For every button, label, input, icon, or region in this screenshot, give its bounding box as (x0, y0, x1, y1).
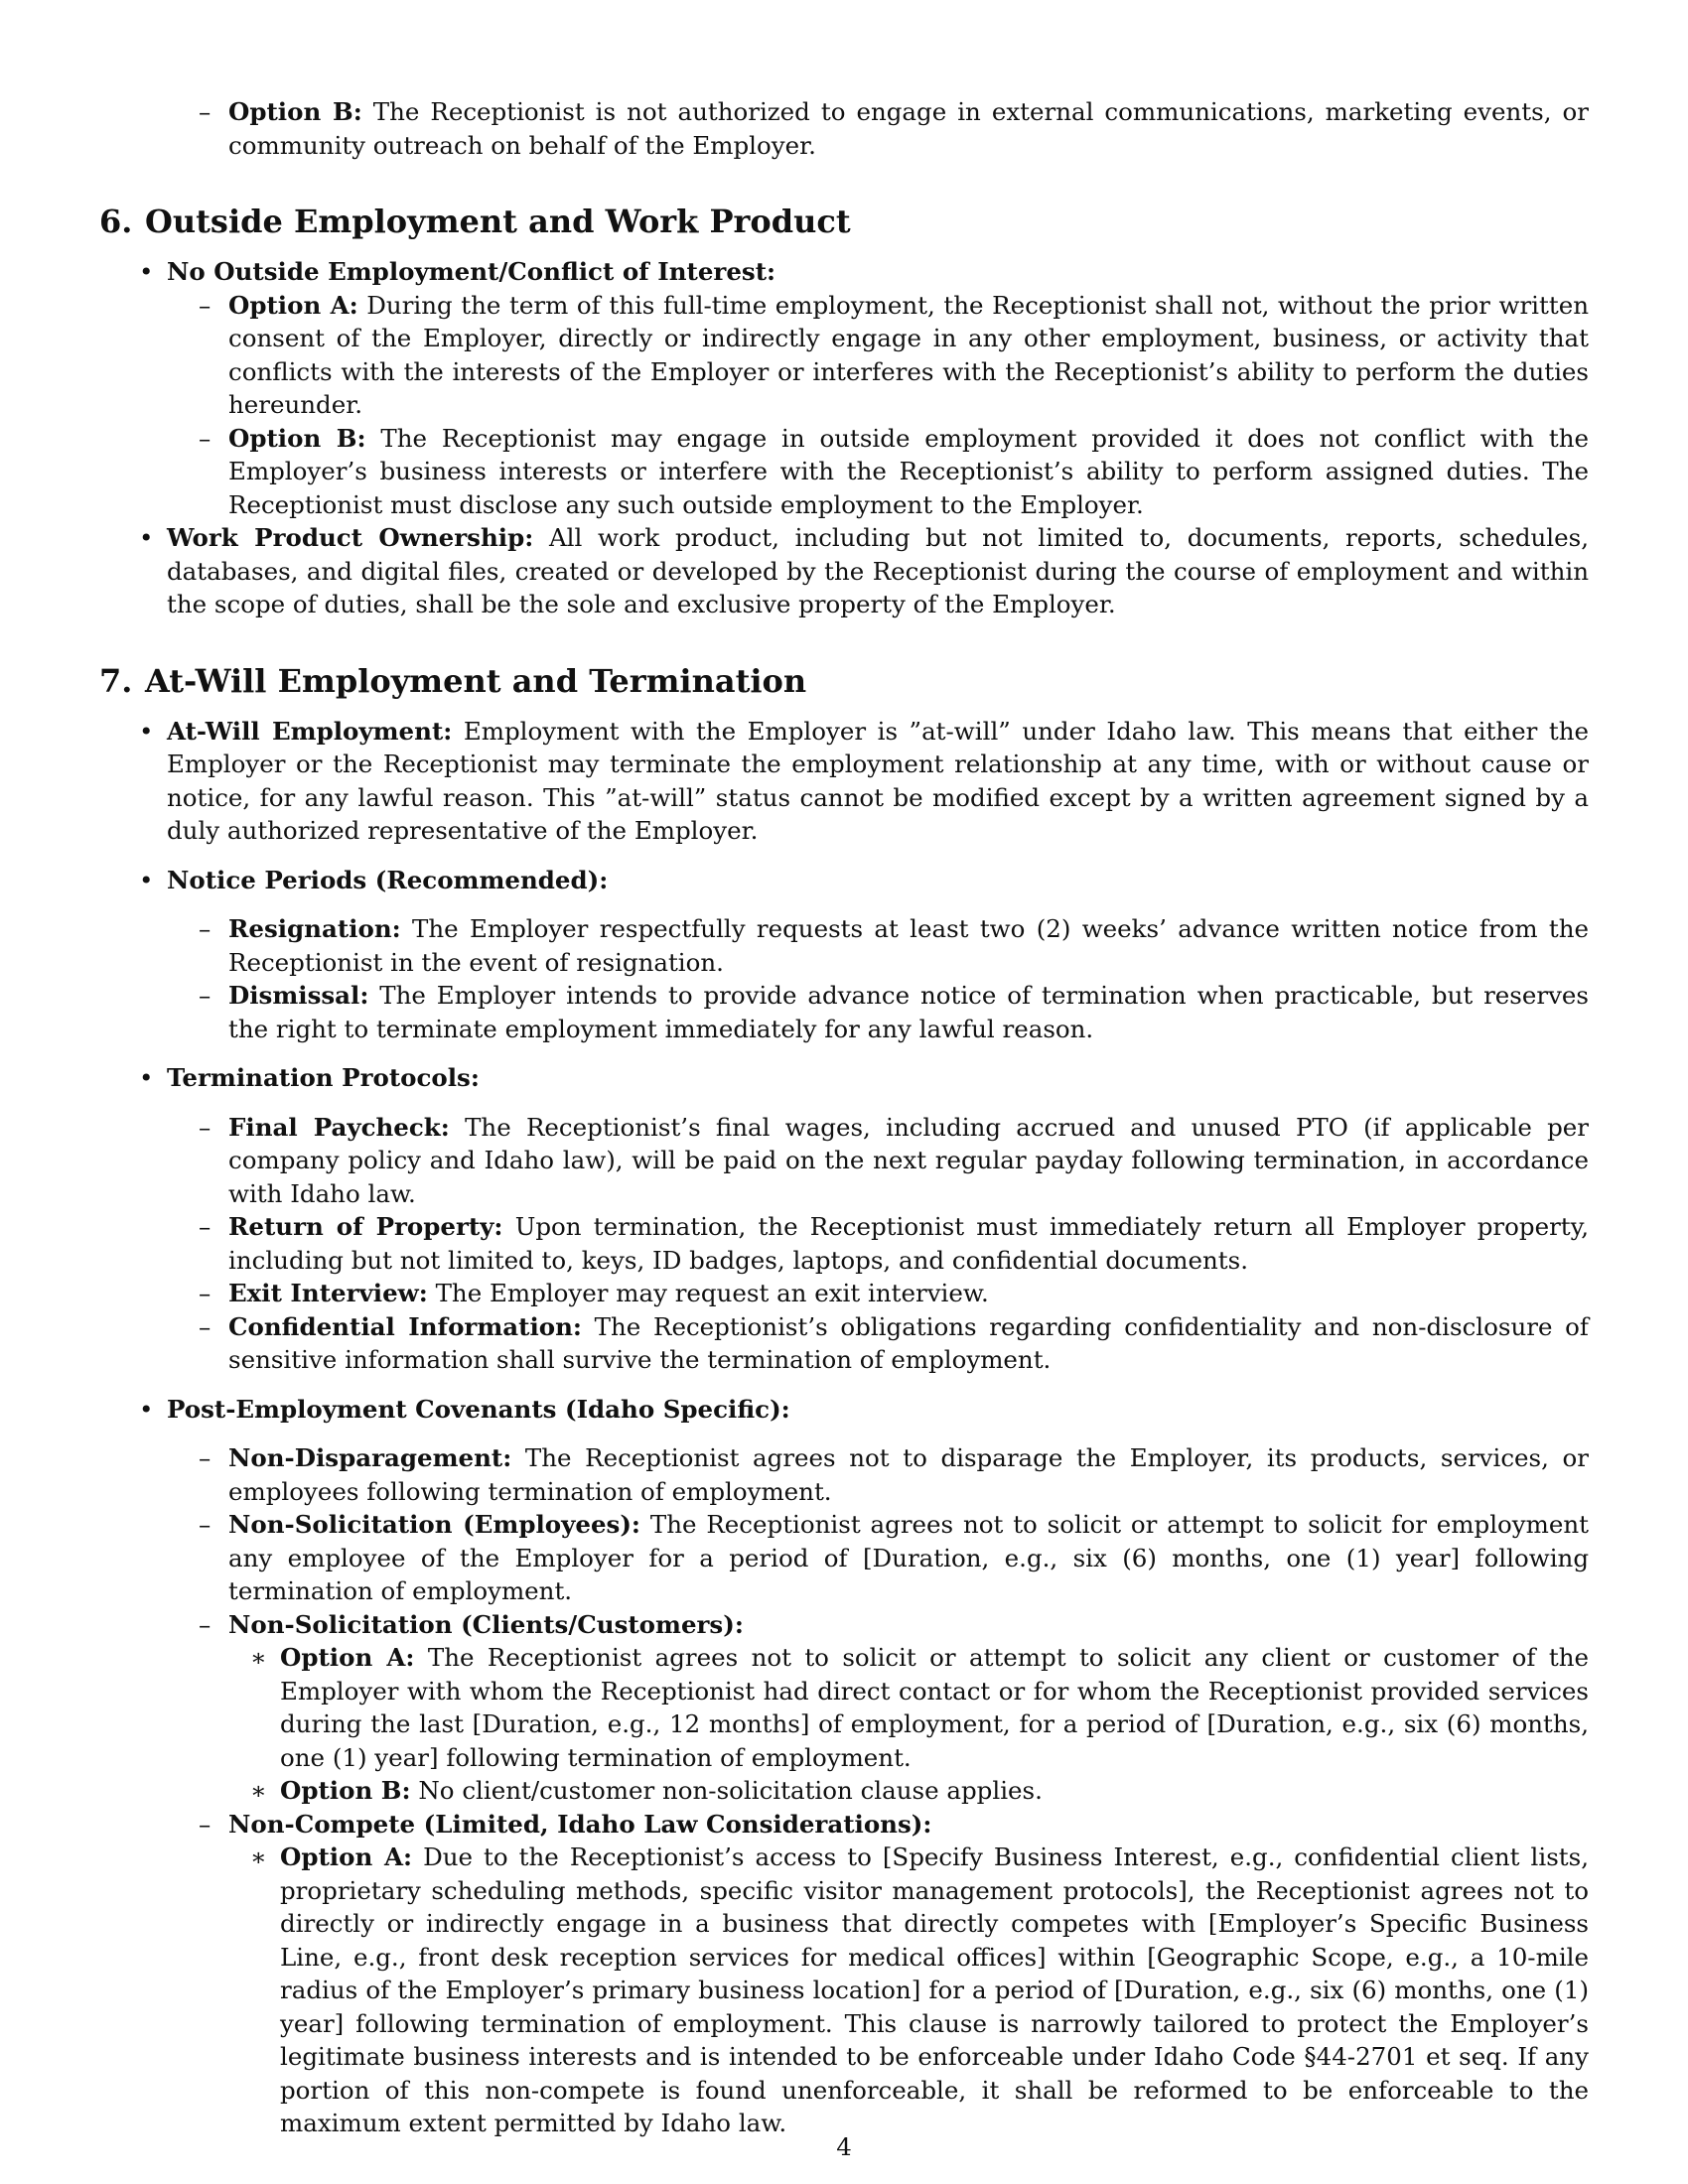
clients-option-a (250, 1641, 1589, 1774)
bullet-marker: • (139, 1394, 154, 1424)
option-text: No client/customer non-solicitation clause applies. (418, 1776, 1043, 1805)
option-label: Option B: (228, 423, 366, 453)
dash-marker: – (199, 1112, 211, 1142)
notice-resignation (199, 912, 1589, 979)
subitem-text: The Employer intends to provide advance notice of termination when practicable, but reserves the right to terminate employment immediately for any lawful reason. (228, 981, 1589, 1043)
subitem-label: Non-Solicitation (Clients/Customers): (228, 1609, 744, 1639)
subitem-label: Non-Compete (Limited, Idaho Law Considerations): (228, 1809, 932, 1839)
protocol-confidential-information (199, 1310, 1589, 1377)
dash-marker: – (199, 981, 211, 1010)
bullet-marker: • (139, 865, 154, 894)
option-label: Option A: (280, 1643, 415, 1672)
section-title: Outside Employment and Work Product (145, 203, 851, 240)
non-compete-option-a (250, 1841, 1589, 2140)
dash-marker: – (199, 423, 211, 453)
subitem-text: The Receptionist agrees not to disparage the Employer, its products, services, or employees following termination of employment. (228, 1443, 1589, 1506)
option-label: Option B: (228, 97, 362, 126)
subitem-label: Return of Property: (228, 1212, 503, 1241)
clients-option-b (250, 1774, 1589, 1808)
item-label: No Outside Employment/Conflict of Interest: (167, 257, 776, 286)
dash-marker: – (199, 1609, 211, 1639)
covenant-non-disparagement (199, 1441, 1589, 1508)
subitem-label: Dismissal: (228, 981, 369, 1010)
section-7-heading (99, 661, 1589, 701)
section-title: At-Will Employment and Termination (145, 661, 807, 700)
section-number: 7. (99, 661, 133, 700)
subitem-text: The Receptionist’s final wages, including accrued and unused PTO (if applicable per company policy and Idaho law), will be paid on the next regular payday following termination, in accordance with Idaho law. (228, 1112, 1589, 1208)
bullet-post-employment-covenants (139, 1393, 1589, 1427)
subitem-text: The Receptionist agrees not to solicit or attempt to solicit for employment any employee of the Employer for a period of [Duration, e.g., six (6) months, one (1) year] following termination of employment. (228, 1510, 1589, 1605)
bullet-outside-employment (139, 255, 1589, 289)
bullet-termination-protocols (139, 1061, 1589, 1095)
star-marker: ∗ (250, 1843, 267, 1871)
outside-employment-option-a (199, 289, 1589, 422)
outside-employment-option-b (199, 422, 1589, 522)
subitem-label: Exit Interview: (228, 1279, 428, 1307)
option-text: The Receptionist is not authorized to engage in external communications, marketing events, or community outreach on behalf of the Employer. (228, 97, 1589, 160)
protocol-return-property (199, 1210, 1589, 1277)
bullet-notice-periods (139, 864, 1589, 897)
item-label: Work Product Ownership: (167, 523, 534, 552)
item-label: Termination Protocols: (167, 1063, 480, 1092)
option-text: The Receptionist may engage in outside employment provided it does not conflict with the Employer’s business interests or interfere with the Receptionist’s ability to perform assigned duties. The Receptionist must disclose any such outside employment to the Employer. (228, 423, 1589, 519)
dash-marker: – (199, 914, 211, 943)
dash-marker: – (199, 1809, 211, 1839)
option-text: The Receptionist agrees not to solicit or attempt to solicit any client or customer of the Employer with whom the Receptionist had direct contact or for whom the Receptionist provided services during the last [Duration, e.g., 12 months] of employment, for a period of [Duration, e.g., six (6) months, one (1) year] following termination of employment. (280, 1643, 1589, 1772)
bullet-work-product (139, 521, 1590, 621)
subitem-text: The Employer respectfully requests at least two (2) weeks’ advance written notice from the Receptionist in the event of resignation. (228, 914, 1589, 977)
option-label: Option B: (280, 1776, 411, 1805)
subitem-label: Resignation: (228, 914, 401, 943)
star-marker: ∗ (250, 1776, 267, 1805)
bullet-marker: • (139, 1063, 154, 1092)
covenant-non-solicitation-clients (199, 1608, 1589, 1642)
subitem-label: Non-Solicitation (Employees): (228, 1510, 640, 1539)
protocol-exit-interview (199, 1277, 1589, 1310)
section-6-heading (99, 202, 1589, 241)
dash-marker: – (199, 1212, 211, 1241)
covenant-non-solicitation-employees (199, 1508, 1589, 1608)
page-number: 4 (836, 2132, 852, 2161)
option-text: During the term of this full-time employment, the Receptionist shall not, without the prior written consent of the Employer, directly or indirectly engage in any other employment, business, or activity that conflicts with the interests of the Employer or interferes with the Receptionist’s ability to perform the duties hereunder. (228, 290, 1589, 419)
bullet-marker: • (139, 716, 154, 746)
subitem-text: The Receptionist’s obligations regarding confidentiality and non-disclosure of sensitive information shall survive the termination of employment. (228, 1311, 1589, 1374)
section-number: 6. (99, 203, 133, 240)
dash-marker: – (199, 97, 211, 126)
dash-marker: – (199, 1311, 211, 1341)
option-label: Option A: (280, 1843, 413, 1871)
notice-dismissal (199, 979, 1589, 1045)
bullet-marker: • (139, 257, 154, 286)
dash-marker: – (199, 290, 211, 320)
dash-marker: – (199, 1510, 211, 1539)
item-label: At-Will Employment: (167, 716, 453, 746)
subitem-label: Confidential Information: (228, 1311, 582, 1341)
covenant-non-compete (199, 1808, 1589, 1842)
subitem-text: Upon termination, the Receptionist must immediately return all Employer property, including but not limited to, keys, ID badges, laptops, and confidential documents. (228, 1212, 1589, 1275)
dash-marker: – (199, 1443, 211, 1472)
option-label: Option A: (228, 290, 358, 320)
option-text: Due to the Receptionist’s access to [Specify Business Interest, e.g., confidential client lists, proprietary scheduling methods, specific visitor management protocols], the Receptionist agrees not to directly or indirectly engage in a business that directly competes with [Employer’s Specific Business Line, e.g., front desk reception services for medical offices] within [Geographic Scope, e.g., a 10-mile radius of the Employer’s primary business location] for a period of [Duration, e.g., six (6) months, one (1) year] following termination of employment. This clause is narrowly tailored to protect the Employer’s legitimate business interests and is intended to be enforceable under Idaho Code §44-2701 et seq. If any portion of this non-compete is found unenforceable, it shall be reformed to be enforceable to the maximum extent permitted by Idaho law. (280, 1843, 1589, 2137)
document-page (99, 95, 1589, 2140)
dash-marker: – (199, 1279, 211, 1307)
subitem-label: Final Paycheck: (228, 1112, 450, 1142)
option-b-external-communications (199, 95, 1589, 162)
bullet-at-will (139, 715, 1589, 848)
item-text: All work product, including but not limited to, documents, reports, schedules, databases, and digital files, created or developed by the Receptionist during the course of employment and within the scope of duties, shall be the sole and exclusive property of the Employer. (167, 523, 1590, 618)
subitem-text: The Employer may request an exit interview. (435, 1279, 989, 1307)
item-text: Employment with the Employer is ”at-will” under Idaho law. This means that either the Employer or the Receptionist may terminate the employment relationship at any time, with or without cause or notice, for any lawful reason. This ”at-will” status cannot be modified except by a written agreement signed by a duly authorized representative of the Employer. (167, 716, 1589, 845)
item-label: Notice Periods (Recommended): (167, 865, 609, 894)
item-label: Post-Employment Covenants (Idaho Specific): (167, 1394, 790, 1424)
star-marker: ∗ (250, 1643, 267, 1672)
bullet-marker: • (139, 523, 154, 552)
protocol-final-paycheck (199, 1111, 1589, 1211)
subitem-label: Non-Disparagement: (228, 1443, 512, 1472)
